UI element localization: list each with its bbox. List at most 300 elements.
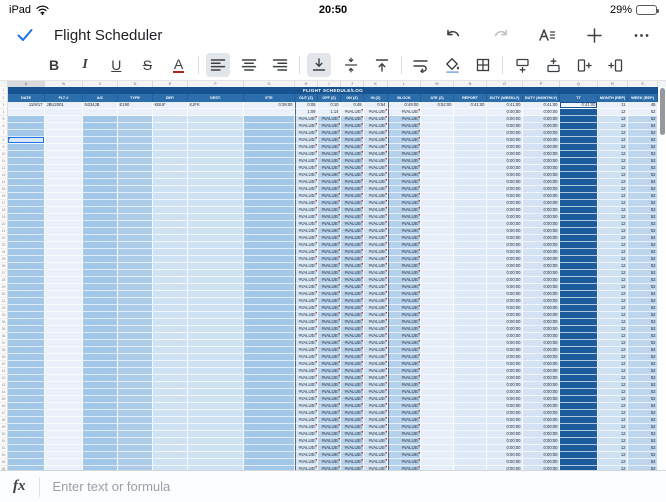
cell-month-7[interactable]: 12 xyxy=(598,130,628,137)
cell-duty_w-55[interactable]: 0:00:00 xyxy=(487,466,523,470)
cell-ac-50[interactable] xyxy=(83,431,118,438)
cell-ac-28[interactable] xyxy=(83,277,118,284)
cell-ac-41[interactable] xyxy=(83,368,118,375)
add-button[interactable] xyxy=(584,25,604,45)
cell-report-50[interactable] xyxy=(454,431,487,438)
cell-ate-31[interactable] xyxy=(421,298,454,305)
cell-week-36[interactable]: 52 xyxy=(628,333,658,340)
cell-off-12[interactable]: #VALUE! xyxy=(318,165,341,172)
cell-off-41[interactable]: #VALUE! xyxy=(318,368,341,375)
cell-off-20[interactable]: #VALUE! xyxy=(318,221,341,228)
cell-out-12[interactable]: #VALUE! xyxy=(295,165,318,172)
header-cell-dep[interactable]: DEP. xyxy=(153,94,188,102)
cell-duty_m-6[interactable]: 0:00:00 xyxy=(523,123,560,130)
cell-block-50[interactable]: #VALUE! xyxy=(388,431,421,438)
cell-report-13[interactable] xyxy=(454,172,487,179)
cell-report-36[interactable] xyxy=(454,333,487,340)
column-header-P[interactable]: P xyxy=(523,81,560,87)
column-header-D[interactable]: D xyxy=(118,81,153,87)
cell-duty_m-9[interactable]: 0:00:00 xyxy=(523,144,560,151)
cell-ete-15[interactable] xyxy=(244,186,295,193)
cell-month-5[interactable]: 12 xyxy=(598,116,628,123)
cell-tt-7[interactable] xyxy=(560,130,598,137)
cell-week-19[interactable]: 52 xyxy=(628,214,658,221)
cell-ete-13[interactable] xyxy=(244,172,295,179)
row-header-24[interactable]: 24 xyxy=(0,249,8,256)
row-header-51[interactable]: 51 xyxy=(0,438,8,445)
cell-flt-21[interactable] xyxy=(45,228,83,235)
cell-ate-14[interactable] xyxy=(421,179,454,186)
cell-dep-17[interactable] xyxy=(153,200,188,207)
cell-in-43[interactable]: #VALUE! xyxy=(364,382,388,389)
cell-duty_m-32[interactable]: 0:00:00 xyxy=(523,305,560,312)
row-header-48[interactable]: 48 xyxy=(0,417,8,424)
cell-block-47[interactable]: #VALUE! xyxy=(388,410,421,417)
row-header-25[interactable]: 25 xyxy=(0,256,8,263)
cell-tt-35[interactable] xyxy=(560,326,598,333)
cell-ete-22[interactable] xyxy=(244,235,295,242)
cell-flt-46[interactable] xyxy=(45,403,83,410)
cell-tt-3[interactable]: 0:41:00 xyxy=(560,102,598,109)
cell-dest-50[interactable] xyxy=(188,431,244,438)
cell-block-5[interactable]: #VALUE! xyxy=(388,116,421,123)
cell-on-32[interactable]: #VALUE! xyxy=(341,305,364,312)
cell-dep-37[interactable] xyxy=(153,340,188,347)
cell-on-7[interactable]: #VALUE! xyxy=(341,130,364,137)
cell-on-17[interactable]: #VALUE! xyxy=(341,200,364,207)
cell-block-9[interactable]: #VALUE! xyxy=(388,144,421,151)
row-header-10[interactable]: 10 xyxy=(0,151,8,158)
cell-date-50[interactable] xyxy=(8,431,45,438)
cell-report-24[interactable] xyxy=(454,249,487,256)
cell-month-12[interactable]: 12 xyxy=(598,165,628,172)
cell-month-52[interactable]: 12 xyxy=(598,445,628,452)
cell-dest-4[interactable] xyxy=(188,109,244,116)
cell-date-40[interactable] xyxy=(8,361,45,368)
cell-month-42[interactable]: 12 xyxy=(598,375,628,382)
cell-block-42[interactable]: #VALUE! xyxy=(388,375,421,382)
cell-tt-23[interactable] xyxy=(560,242,598,249)
cell-block-26[interactable]: #VALUE! xyxy=(388,263,421,270)
row-header-8[interactable]: 8 xyxy=(0,137,8,144)
cell-in-22[interactable]: #VALUE! xyxy=(364,235,388,242)
cell-duty_m-23[interactable]: 0:00:00 xyxy=(523,242,560,249)
cell-ete-35[interactable] xyxy=(244,326,295,333)
cell-on-49[interactable]: #VALUE! xyxy=(341,424,364,431)
cell-dep-50[interactable] xyxy=(153,431,188,438)
cell-report-23[interactable] xyxy=(454,242,487,249)
cell-ate-13[interactable] xyxy=(421,172,454,179)
cell-duty_w-11[interactable]: 0:00:00 xyxy=(487,158,523,165)
cell-type-49[interactable] xyxy=(118,424,153,431)
cell-block-41[interactable]: #VALUE! xyxy=(388,368,421,375)
cell-flt-10[interactable] xyxy=(45,151,83,158)
cell-off-53[interactable]: #VALUE! xyxy=(318,452,341,459)
cell-ac-13[interactable] xyxy=(83,172,118,179)
cell-flt-8[interactable] xyxy=(45,137,83,144)
cell-duty_m-34[interactable]: 0:00:00 xyxy=(523,319,560,326)
cell-dep-33[interactable] xyxy=(153,312,188,319)
cell-ete-18[interactable] xyxy=(244,207,295,214)
column-header-Q[interactable]: Q xyxy=(560,81,598,87)
cell-block-45[interactable]: #VALUE! xyxy=(388,396,421,403)
column-header-M[interactable]: M xyxy=(421,81,454,87)
cell-duty_w-44[interactable]: 0:00:00 xyxy=(487,389,523,396)
cell-tt-11[interactable] xyxy=(560,158,598,165)
cell-out-29[interactable]: #VALUE! xyxy=(295,284,318,291)
cell-month-37[interactable]: 12 xyxy=(598,340,628,347)
cell-date-26[interactable] xyxy=(8,263,45,270)
cell-ate-16[interactable] xyxy=(421,193,454,200)
cell-on-29[interactable]: #VALUE! xyxy=(341,284,364,291)
cell-report-30[interactable] xyxy=(454,291,487,298)
cell-out-10[interactable]: #VALUE! xyxy=(295,151,318,158)
cell-week-48[interactable]: 52 xyxy=(628,417,658,424)
borders-button[interactable] xyxy=(471,53,495,77)
cell-ete-32[interactable] xyxy=(244,305,295,312)
cell-flt-42[interactable] xyxy=(45,375,83,382)
cell-on-14[interactable]: #VALUE! xyxy=(341,179,364,186)
cell-out-43[interactable]: #VALUE! xyxy=(295,382,318,389)
cell-block-3[interactable]: 0:49:00 xyxy=(388,102,421,109)
cell-ac-25[interactable] xyxy=(83,256,118,263)
cell-ate-38[interactable] xyxy=(421,347,454,354)
cell-month-17[interactable]: 12 xyxy=(598,200,628,207)
cell-in-37[interactable]: #VALUE! xyxy=(364,340,388,347)
cell-month-25[interactable]: 12 xyxy=(598,256,628,263)
cell-duty_m-16[interactable]: 0:00:00 xyxy=(523,193,560,200)
cell-flt-44[interactable] xyxy=(45,389,83,396)
cell-out-55[interactable]: #VALUE! xyxy=(295,466,318,470)
cell-tt-38[interactable] xyxy=(560,347,598,354)
cell-dest-26[interactable] xyxy=(188,263,244,270)
cell-date-4[interactable] xyxy=(8,109,45,116)
cell-flt-52[interactable] xyxy=(45,445,83,452)
cell-type-35[interactable] xyxy=(118,326,153,333)
cell-tt-27[interactable] xyxy=(560,270,598,277)
cell-type-24[interactable] xyxy=(118,249,153,256)
cell-duty_w-5[interactable]: 0:00:00 xyxy=(487,116,523,123)
cell-flt-51[interactable] xyxy=(45,438,83,445)
cell-report-49[interactable] xyxy=(454,424,487,431)
cell-date-7[interactable] xyxy=(8,130,45,137)
cell-out-46[interactable]: #VALUE! xyxy=(295,403,318,410)
cell-on-9[interactable]: #VALUE! xyxy=(341,144,364,151)
cell-duty_w-12[interactable]: 0:00:00 xyxy=(487,165,523,172)
cell-duty_m-20[interactable]: 0:00:00 xyxy=(523,221,560,228)
cell-off-25[interactable]: #VALUE! xyxy=(318,256,341,263)
cell-block-4[interactable]: #VALUE! xyxy=(388,109,421,116)
cell-date-41[interactable] xyxy=(8,368,45,375)
cell-on-33[interactable]: #VALUE! xyxy=(341,312,364,319)
cell-dest-41[interactable] xyxy=(188,368,244,375)
cell-ate-47[interactable] xyxy=(421,410,454,417)
cell-off-15[interactable]: #VALUE! xyxy=(318,186,341,193)
column-header-J[interactable]: J xyxy=(341,81,364,87)
cell-out-28[interactable]: #VALUE! xyxy=(295,277,318,284)
cell-ete-26[interactable] xyxy=(244,263,295,270)
cell-ete-4[interactable] xyxy=(244,109,295,116)
cell-in-11[interactable]: #VALUE! xyxy=(364,158,388,165)
cell-duty_w-42[interactable]: 0:00:00 xyxy=(487,375,523,382)
cell-report-52[interactable] xyxy=(454,445,487,452)
cell-dest-40[interactable] xyxy=(188,361,244,368)
cell-duty_m-5[interactable]: 0:00:00 xyxy=(523,116,560,123)
cell-tt-18[interactable] xyxy=(560,207,598,214)
cell-block-35[interactable]: #VALUE! xyxy=(388,326,421,333)
cell-tt-25[interactable] xyxy=(560,256,598,263)
cell-duty_m-4[interactable]: 0:00:00 xyxy=(523,109,560,116)
cell-out-39[interactable]: #VALUE! xyxy=(295,354,318,361)
cell-duty_w-35[interactable]: 0:00:00 xyxy=(487,326,523,333)
cell-week-21[interactable]: 52 xyxy=(628,228,658,235)
cell-date-21[interactable] xyxy=(8,228,45,235)
cell-out-14[interactable]: #VALUE! xyxy=(295,179,318,186)
cell-out-47[interactable]: #VALUE! xyxy=(295,410,318,417)
cell-ate-40[interactable] xyxy=(421,361,454,368)
cell-block-25[interactable]: #VALUE! xyxy=(388,256,421,263)
cell-type-51[interactable] xyxy=(118,438,153,445)
cell-duty_m-43[interactable]: 0:00:00 xyxy=(523,382,560,389)
cell-report-14[interactable] xyxy=(454,179,487,186)
cell-date-27[interactable] xyxy=(8,270,45,277)
cell-week-13[interactable]: 52 xyxy=(628,172,658,179)
cell-duty_m-3[interactable]: 0:41:00 xyxy=(523,102,560,109)
header-cell-type[interactable]: TYPE xyxy=(118,94,153,102)
cell-ate-52[interactable] xyxy=(421,445,454,452)
cell-ete-54[interactable] xyxy=(244,459,295,466)
cell-ete-53[interactable] xyxy=(244,452,295,459)
cell-type-10[interactable] xyxy=(118,151,153,158)
cell-on-8[interactable]: #VALUE! xyxy=(341,137,364,144)
cell-on-36[interactable]: #VALUE! xyxy=(341,333,364,340)
cell-ete-25[interactable] xyxy=(244,256,295,263)
cell-ac-22[interactable] xyxy=(83,235,118,242)
cell-on-44[interactable]: #VALUE! xyxy=(341,389,364,396)
cell-tt-29[interactable] xyxy=(560,284,598,291)
cell-ac-35[interactable] xyxy=(83,326,118,333)
header-cell-duty_w[interactable]: DUTY (WEEKLY) xyxy=(487,94,523,102)
cell-date-38[interactable] xyxy=(8,347,45,354)
cell-report-22[interactable] xyxy=(454,235,487,242)
cell-report-20[interactable] xyxy=(454,221,487,228)
cell-flt-19[interactable] xyxy=(45,214,83,221)
cell-report-28[interactable] xyxy=(454,277,487,284)
cell-dep-6[interactable] xyxy=(153,123,188,130)
cell-on-52[interactable]: #VALUE! xyxy=(341,445,364,452)
strikethrough-button[interactable]: S xyxy=(142,57,153,73)
cell-off-55[interactable]: #VALUE! xyxy=(318,466,341,470)
cell-on-22[interactable]: #VALUE! xyxy=(341,235,364,242)
cell-duty_m-54[interactable]: 0:00:00 xyxy=(523,459,560,466)
column-header-L[interactable]: L xyxy=(388,81,421,87)
cell-type-6[interactable] xyxy=(118,123,153,130)
cell-week-55[interactable]: 52 xyxy=(628,466,658,470)
cell-dep-12[interactable] xyxy=(153,165,188,172)
cell-flt-25[interactable] xyxy=(45,256,83,263)
cell-out-21[interactable]: #VALUE! xyxy=(295,228,318,235)
cell-date-39[interactable] xyxy=(8,354,45,361)
cell-dest-9[interactable] xyxy=(188,144,244,151)
cell-duty_w-31[interactable]: 0:00:00 xyxy=(487,298,523,305)
cell-tt-5[interactable] xyxy=(560,116,598,123)
cell-week-16[interactable]: 52 xyxy=(628,193,658,200)
cell-report-45[interactable] xyxy=(454,396,487,403)
cell-ate-24[interactable] xyxy=(421,249,454,256)
row-header-53[interactable]: 53 xyxy=(0,452,8,459)
cell-duty_w-28[interactable]: 0:00:00 xyxy=(487,277,523,284)
cell-ete-31[interactable] xyxy=(244,298,295,305)
cell-ete-23[interactable] xyxy=(244,242,295,249)
cell-block-29[interactable]: #VALUE! xyxy=(388,284,421,291)
cell-out-22[interactable]: #VALUE! xyxy=(295,235,318,242)
cell-on-13[interactable]: #VALUE! xyxy=(341,172,364,179)
cell-out-24[interactable]: #VALUE! xyxy=(295,249,318,256)
cell-ete-12[interactable] xyxy=(244,165,295,172)
row-header-32[interactable]: 32 xyxy=(0,305,8,312)
cell-dest-55[interactable] xyxy=(188,466,244,470)
cell-week-46[interactable]: 52 xyxy=(628,403,658,410)
cell-dest-44[interactable] xyxy=(188,389,244,396)
undo-button[interactable] xyxy=(443,25,463,45)
cell-in-40[interactable]: #VALUE! xyxy=(364,361,388,368)
cell-duty_m-35[interactable]: 0:00:00 xyxy=(523,326,560,333)
cell-dest-13[interactable] xyxy=(188,172,244,179)
cell-ac-6[interactable] xyxy=(83,123,118,130)
cell-duty_m-14[interactable]: 0:00:00 xyxy=(523,179,560,186)
cell-ate-50[interactable] xyxy=(421,431,454,438)
cell-week-25[interactable]: 52 xyxy=(628,256,658,263)
row-header-33[interactable]: 33 xyxy=(0,312,8,319)
cell-tt-21[interactable] xyxy=(560,228,598,235)
cell-block-19[interactable]: #VALUE! xyxy=(388,214,421,221)
cell-type-50[interactable] xyxy=(118,431,153,438)
cell-out-18[interactable]: #VALUE! xyxy=(295,207,318,214)
cell-out-37[interactable]: #VALUE! xyxy=(295,340,318,347)
row-header-50[interactable]: 50 xyxy=(0,431,8,438)
cell-report-7[interactable] xyxy=(454,130,487,137)
cell-out-25[interactable]: #VALUE! xyxy=(295,256,318,263)
cell-tt-42[interactable] xyxy=(560,375,598,382)
cell-ate-7[interactable] xyxy=(421,130,454,137)
cell-out-3[interactable]: 0:05 xyxy=(295,102,318,109)
cell-type-14[interactable] xyxy=(118,179,153,186)
cell-duty_m-15[interactable]: 0:00:00 xyxy=(523,186,560,193)
cell-type-37[interactable] xyxy=(118,340,153,347)
cell-duty_w-8[interactable]: 0:00:00 xyxy=(487,137,523,144)
cell-month-46[interactable]: 12 xyxy=(598,403,628,410)
cell-month-29[interactable]: 12 xyxy=(598,284,628,291)
cell-in-39[interactable]: #VALUE! xyxy=(364,354,388,361)
cell-date-52[interactable] xyxy=(8,445,45,452)
cell-dep-47[interactable] xyxy=(153,410,188,417)
cell-dest-54[interactable] xyxy=(188,459,244,466)
cell-duty_w-52[interactable]: 0:00:00 xyxy=(487,445,523,452)
cell-in-21[interactable]: #VALUE! xyxy=(364,228,388,235)
cell-dest-16[interactable] xyxy=(188,193,244,200)
cell-out-6[interactable]: #VALUE! xyxy=(295,123,318,130)
cell-on-6[interactable]: #VALUE! xyxy=(341,123,364,130)
cell-week-34[interactable]: 52 xyxy=(628,319,658,326)
cell-duty_m-11[interactable]: 0:00:00 xyxy=(523,158,560,165)
cell-off-36[interactable]: #VALUE! xyxy=(318,333,341,340)
cell-on-28[interactable]: #VALUE! xyxy=(341,277,364,284)
cell-dest-36[interactable] xyxy=(188,333,244,340)
cell-dep-23[interactable] xyxy=(153,242,188,249)
cell-block-43[interactable]: #VALUE! xyxy=(388,382,421,389)
header-cell-duty_m[interactable]: DUTY (MONTHLY) xyxy=(523,94,560,102)
merged-title-cell[interactable]: FLIGHT SCHEDULE/LOG xyxy=(8,87,658,94)
cell-tt-48[interactable] xyxy=(560,417,598,424)
cell-ete-36[interactable] xyxy=(244,333,295,340)
cell-month-43[interactable]: 12 xyxy=(598,382,628,389)
cell-ac-34[interactable] xyxy=(83,319,118,326)
cell-flt-3[interactable]: JBU2001 xyxy=(45,102,83,109)
cell-on-12[interactable]: #VALUE! xyxy=(341,165,364,172)
cell-block-44[interactable]: #VALUE! xyxy=(388,389,421,396)
column-header-G[interactable]: G xyxy=(244,81,295,87)
cell-in-5[interactable]: #VALUE! xyxy=(364,116,388,123)
cell-out-42[interactable]: #VALUE! xyxy=(295,375,318,382)
cell-report-47[interactable] xyxy=(454,410,487,417)
cell-type-15[interactable] xyxy=(118,186,153,193)
cell-report-4[interactable] xyxy=(454,109,487,116)
cell-tt-49[interactable] xyxy=(560,424,598,431)
cell-ate-36[interactable] xyxy=(421,333,454,340)
cell-dep-49[interactable] xyxy=(153,424,188,431)
cell-ate-12[interactable] xyxy=(421,165,454,172)
cell-week-50[interactable]: 52 xyxy=(628,431,658,438)
cell-ate-30[interactable] xyxy=(421,291,454,298)
valign-top-button[interactable] xyxy=(370,53,394,77)
cell-week-51[interactable]: 52 xyxy=(628,438,658,445)
cell-block-18[interactable]: #VALUE! xyxy=(388,207,421,214)
cell-date-49[interactable] xyxy=(8,424,45,431)
cell-week-15[interactable]: 52 xyxy=(628,186,658,193)
cell-off-51[interactable]: #VALUE! xyxy=(318,438,341,445)
cell-type-45[interactable] xyxy=(118,396,153,403)
cell-month-53[interactable]: 12 xyxy=(598,452,628,459)
column-header-F[interactable]: F xyxy=(188,81,244,87)
row-header-55[interactable]: 55 xyxy=(0,466,8,470)
column-header-I[interactable]: I xyxy=(318,81,341,87)
cell-in-26[interactable]: #VALUE! xyxy=(364,263,388,270)
cell-duty_m-55[interactable]: 0:00:00 xyxy=(523,466,560,470)
row-header-52[interactable]: 52 xyxy=(0,445,8,452)
cell-duty_w-22[interactable]: 0:00:00 xyxy=(487,235,523,242)
cell-week-53[interactable]: 52 xyxy=(628,452,658,459)
cell-duty_w-18[interactable]: 0:00:00 xyxy=(487,207,523,214)
cell-duty_w-46[interactable]: 0:00:00 xyxy=(487,403,523,410)
cell-date-30[interactable] xyxy=(8,291,45,298)
cell-block-39[interactable]: #VALUE! xyxy=(388,354,421,361)
cell-ete-7[interactable] xyxy=(244,130,295,137)
cell-date-9[interactable] xyxy=(8,144,45,151)
cell-in-36[interactable]: #VALUE! xyxy=(364,333,388,340)
row-header-11[interactable]: 11 xyxy=(0,158,8,165)
cell-in-15[interactable]: #VALUE! xyxy=(364,186,388,193)
cell-ate-17[interactable] xyxy=(421,200,454,207)
cell-ac-49[interactable] xyxy=(83,424,118,431)
cell-type-27[interactable] xyxy=(118,270,153,277)
cell-out-54[interactable]: #VALUE! xyxy=(295,459,318,466)
cell-block-6[interactable]: #VALUE! xyxy=(388,123,421,130)
cell-ete-41[interactable] xyxy=(244,368,295,375)
cell-ac-11[interactable] xyxy=(83,158,118,165)
insert-row-below-button[interactable] xyxy=(511,53,535,77)
cell-duty_m-42[interactable]: 0:00:00 xyxy=(523,375,560,382)
cell-type-43[interactable] xyxy=(118,382,153,389)
